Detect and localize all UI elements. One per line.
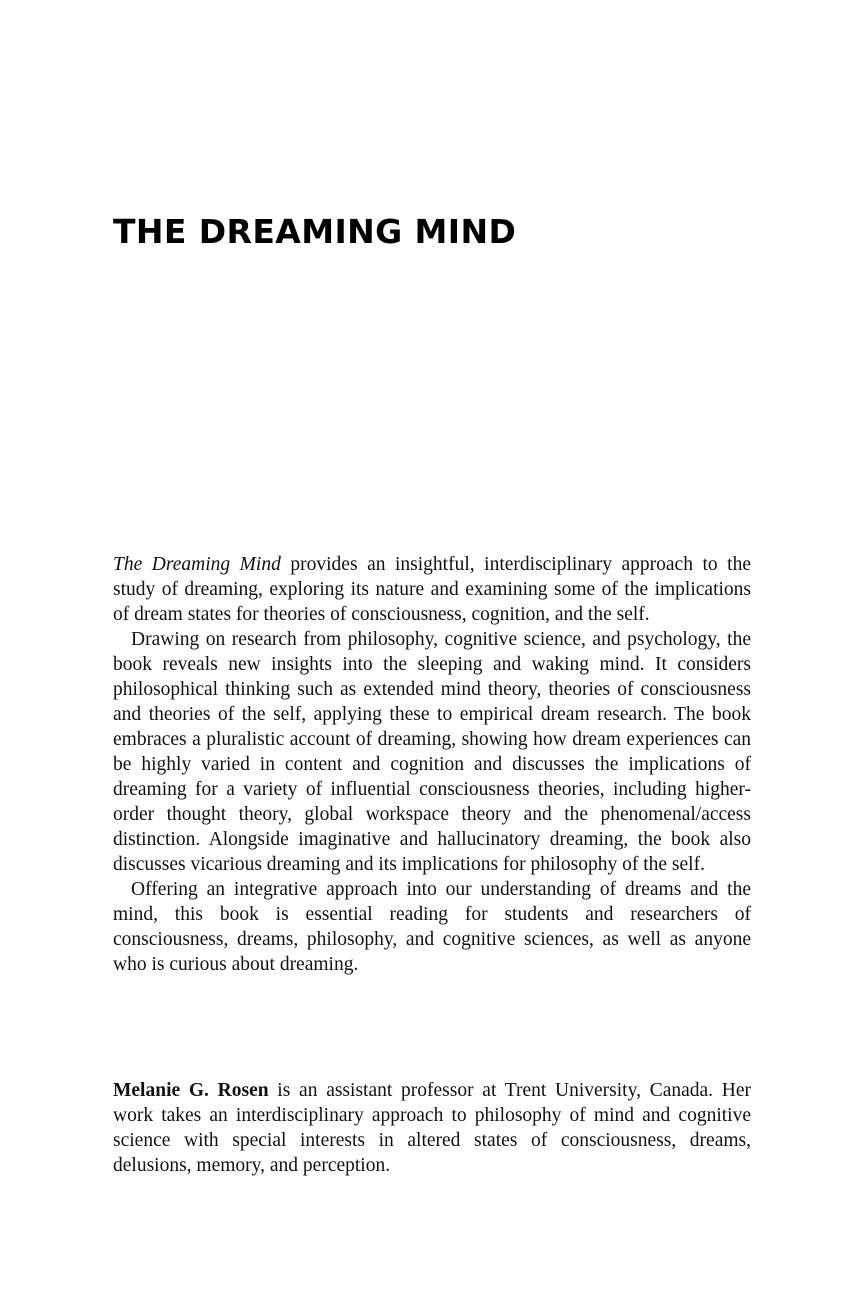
book-title-italic: The Dreaming Mind xyxy=(113,554,281,575)
author-bio xyxy=(113,1078,751,1178)
description-paragraph-2: Drawing on research from philosophy, cognitive science, and psychology, the book reveals new insights into the sleeping and waking mind. It considers philosophical thinking such as extended mind theory, theories of consciousness and theories of the self, applying these to empirical dream research. The book embraces a pluralistic account of dreaming, showing how dream experiences can be highly varied in content and cognition and discusses the implications of dreaming for a variety of influential consciousness theories, including higher-order thought theory, global workspace theory and the phenomenal/access distinction. Alongside imaginative and hallucinatory dreaming, the book also discusses vicarious dreaming and its implications for philosophy of the self. xyxy=(113,629,751,875)
book-description xyxy=(113,552,751,977)
description-paragraph-3: Offering an integrative approach into our understanding of dreams and the mind, this book is essential reading for students and researchers of consciousness, dreams, philosophy, and cognitive sciences, as well as anyone who is curious about dreaming. xyxy=(113,879,751,975)
description-paragraph-1-text: provides an insightful, interdisciplinary approach to the study of dreaming, exploring its nature and examining some of the implications of dream states for theories of consciousness, cognition, and the self. xyxy=(113,554,752,625)
book-title: THE DREAMING MIND xyxy=(113,212,517,251)
author-bio-text: is an assistant professor at Trent University, Canada. Her work takes an interdisciplinary approach to philosophy of mind and cognitive science with special interests in altered states of consciousness, dreams, delusions, memory, and perception. xyxy=(113,1080,751,1176)
author-name: Melanie G. Rosen xyxy=(113,1080,269,1101)
description-paragraph-1 xyxy=(113,552,751,627)
